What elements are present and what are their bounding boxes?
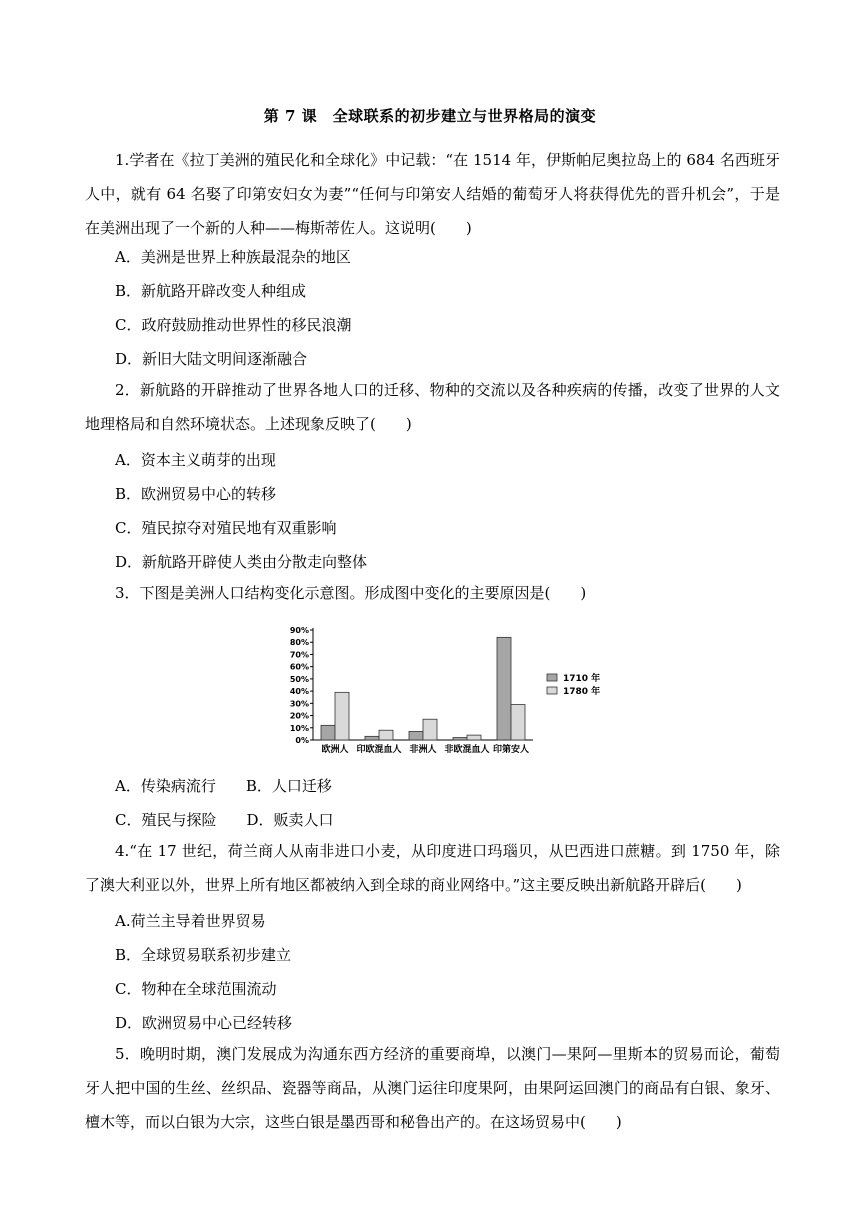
bar-1780	[467, 735, 481, 740]
bar-1710	[409, 731, 423, 740]
y-tick-label: 30%	[289, 699, 309, 709]
bar-1710	[497, 637, 511, 740]
bar-1710	[321, 725, 335, 740]
legend-label: 1710 年	[563, 674, 601, 684]
y-tick-label: 80%	[289, 638, 309, 648]
page-title: 第 7 课 全球联系的初步建立与世界格局的演变	[263, 107, 597, 125]
y-tick-label: 60%	[289, 662, 309, 672]
question-4-option-b: B．全球贸易联系初步建立	[115, 946, 292, 964]
y-tick-label: 10%	[289, 723, 309, 733]
question-2-option-a: A．资本主义萌芽的出现	[115, 451, 276, 469]
legend-swatch	[547, 674, 557, 681]
question-2-option-b: B．欧洲贸易中心的转移	[115, 485, 277, 503]
bar-1780	[423, 719, 437, 740]
question-4-option-c: C．物种在全球范围流动	[115, 980, 277, 998]
y-tick-label: 50%	[289, 674, 309, 684]
question-1-option-c: C．政府鼓励推动世界性的移民浪潮	[115, 316, 352, 334]
y-tick-label: 70%	[289, 650, 309, 660]
y-tick-label: 40%	[289, 687, 309, 697]
y-tick-label: 90%	[289, 626, 309, 635]
y-tick-label: 0%	[295, 736, 309, 745]
legend-swatch	[547, 687, 557, 694]
question-1-option-b: B．新航路开辟改变人种组成	[115, 282, 307, 300]
question-1-stem: 1.学者在《拉丁美洲的殖民化和全球化》中记载：“在 1514 年，伊斯帕尼奥拉岛上的 684 名西班牙人中，就有 64 名娶了印第安妇女为妻”“任何与印第安人结婚的葡萄牙人将获得优先的晋升机会”，于是在美洲出现了一个新的人种——梅斯蒂佐人。这说明( )	[85, 151, 780, 237]
question-2-option-c: C．殖民掠夺对殖民地有双重影响	[115, 519, 337, 537]
question-5-stem: 5．晚明时期，澳门发展成为沟通东西方经济的重要商埠，以澳门—果阿—里斯本的贸易而论，葡萄牙人把中国的生丝、丝织品、瓷器等商品，从澳门运往印度果阿，由果阿运回澳门的商品有白银、象牙、檀木等，而以白银为大宗，这些白银是墨西哥和秘鲁出产的。在这场贸易中( )	[85, 1045, 780, 1131]
population-bar-chart	[285, 622, 615, 757]
question-4-option-a: A.荷兰主导着世界贸易	[115, 912, 266, 930]
y-tick-label: 20%	[289, 711, 309, 721]
question-2-option-d: D．新航路开辟使人类由分散走向整体	[115, 553, 368, 571]
bar-1780	[335, 692, 349, 740]
bar-1780	[379, 730, 393, 740]
bar-1780	[511, 705, 525, 740]
question-2-stem: 2．新航路的开辟推动了世界各地人口的迁移、物种的交流以及各种疾病的传播，改变了世界的人文地理格局和自然环境状态。上述现象反映了( )	[85, 381, 780, 433]
question-3-options-cd: C．殖民与探险 D．贩卖人口	[115, 811, 334, 829]
x-tick-label: 印欧混血人	[356, 745, 402, 755]
legend-label: 1780 年	[563, 687, 601, 697]
bar-1710	[453, 738, 467, 740]
x-tick-label: 非欧混血人	[444, 745, 490, 755]
x-tick-label: 欧洲人	[321, 745, 349, 755]
question-4-stem: 4.“在 17 世纪，荷兰商人从南非进口小麦，从印度进口玛瑙贝，从巴西进口蔗糖。到 1750 年，除了澳大利亚以外，世界上所有地区都被纳入到全球的商业网络中。”这主要反映出新航路开辟后( )	[85, 842, 780, 894]
question-1-option-a: A．美洲是世界上种族最混杂的地区	[115, 248, 351, 266]
question-1-option-d: D．新旧大陆文明间逐渐融合	[115, 350, 308, 368]
question-4-option-d: D．欧洲贸易中心已经转移	[115, 1014, 293, 1032]
bar-1710	[365, 736, 379, 740]
x-tick-label: 非洲人	[409, 745, 437, 755]
question-3-stem: 3．下图是美洲人口结构变化示意图。形成图中变化的主要原因是( )	[115, 584, 587, 602]
question-3-options-ab: A．传染病流行 B．人口迁移	[115, 777, 332, 795]
x-tick-label: 印第安人	[492, 745, 530, 755]
